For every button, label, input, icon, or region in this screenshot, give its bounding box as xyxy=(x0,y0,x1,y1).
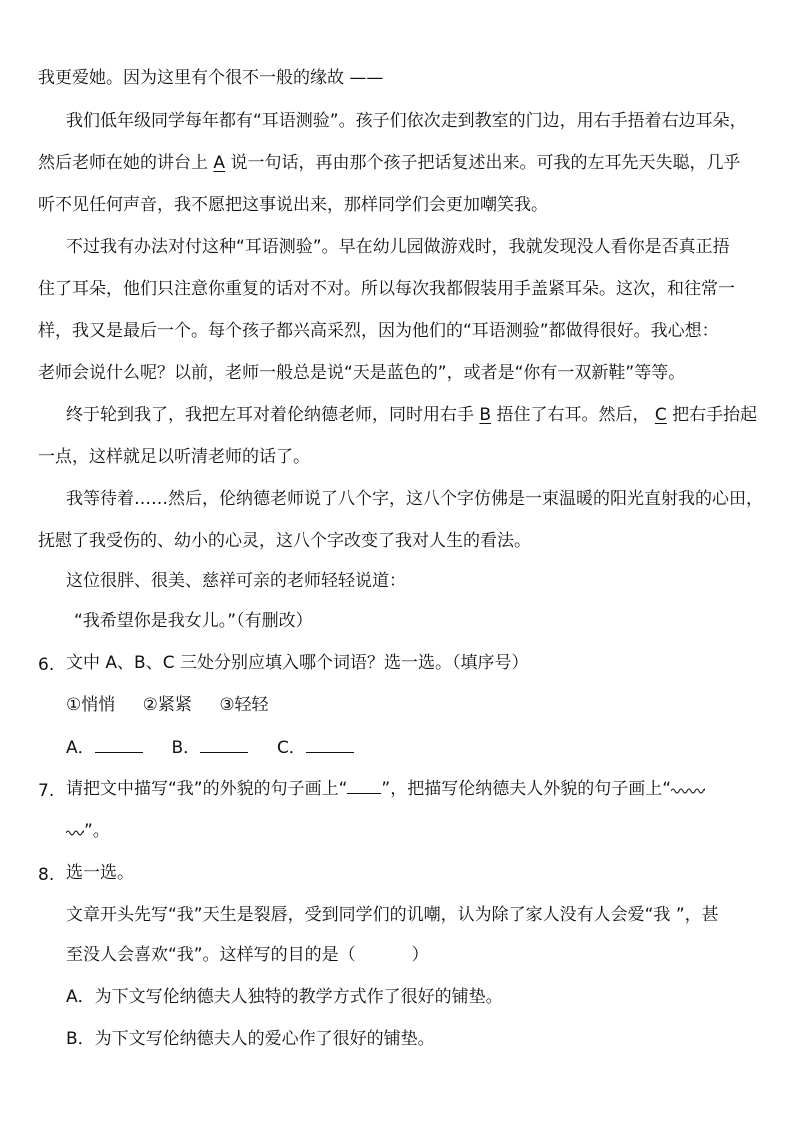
passage-line: 住了耳朵，他们只注意你重复的话对不对。所以每次我都假装用手盖紧耳朵。这次，和往常一 xyxy=(38,279,735,299)
question-stem-cont xyxy=(66,820,110,842)
passage-line: 不过我有办法对付这种“耳语测验”。早在幼儿园做游戏时，我就发现没人看你是否真正捂 xyxy=(66,237,730,257)
text-segment: 把右手抬起 xyxy=(672,405,758,425)
answer-label-c: C． xyxy=(276,738,306,758)
question-stem: 文章开头先写“我”天生是裂唇，受到同学们的讥嘲，认为除了家人没有人会爱“我 ”，甚 xyxy=(66,905,719,925)
answer-blank-b[interactable] xyxy=(200,736,248,753)
text-segment: 捂住了右耳。然后， xyxy=(496,405,650,425)
question-number: 6. xyxy=(38,655,55,675)
passage-line: 我等待着……然后，伦纳德老师说了八个字，这八个字仿佛是一束温暖的阳光直射我的心田， xyxy=(66,489,763,509)
option-list xyxy=(66,694,269,716)
wavy-underline-sample xyxy=(66,826,84,836)
passage-line: 我更爱她。因为这里有个很不一般的缘故 —— xyxy=(38,68,384,88)
text-segment: ”，把描写伦纳德夫人外貌的句子画上“ xyxy=(381,779,672,799)
answer-blank-c[interactable] xyxy=(306,736,354,753)
question-number: 7. xyxy=(38,781,55,801)
blank-b-marker: B xyxy=(479,405,492,425)
passage-line: 老师会说什么呢？以前，老师一般总是说“天是蓝色的”，或者是“你有一双新鞋”等等。 xyxy=(38,363,686,383)
text-segment: 说一句话，再由那个孩子把话复述出来。可我的左耳先天失聪，几乎 xyxy=(230,153,741,173)
option-1: ①悄悄 xyxy=(66,695,116,715)
text-segment: 然后老师在她的讲台上 xyxy=(38,153,208,173)
text-segment: ） xyxy=(411,945,429,965)
question-stem xyxy=(66,778,705,800)
text-segment: 请把文中描写“我”的外貌的句子画上“ xyxy=(66,779,348,799)
question-number: 8. xyxy=(38,865,55,885)
answer-label-a: A． xyxy=(66,738,95,758)
passage-line xyxy=(38,152,740,174)
passage-line: 听不见任何声音，我不愿把这事说出来，那样同学们会更加嘲笑我。 xyxy=(38,195,548,215)
question-title: 选一选。 xyxy=(66,863,134,883)
passage-line: 样，我又是最后一个。每个孩子都兴高采烈，因为他们的“耳语测验”都做得很好。我心想： xyxy=(38,321,719,341)
question-stem xyxy=(66,944,429,966)
passage-line: “我希望你是我女儿。”（有删改） xyxy=(74,611,313,631)
passage-line: 这位很胖、很美、慈祥可亲的老师轻轻说道： xyxy=(66,571,406,591)
blank-a-marker: A xyxy=(213,153,226,173)
text-segment: 终于轮到我了，我把左耳对着伦纳德老师，同时用右手 xyxy=(66,405,474,425)
passage-line xyxy=(66,404,757,426)
passage-line: 一点，这样就足以听清老师的话了。 xyxy=(38,447,310,467)
option-b: B．为下文写伦纳德夫人的爱心作了很好的铺垫。 xyxy=(66,1029,435,1049)
text-segment: ”。 xyxy=(84,821,110,841)
wavy-underline-sample xyxy=(671,784,705,794)
blank-c-marker: C xyxy=(654,405,667,425)
straight-underline-sample xyxy=(347,779,381,794)
option-3: ③轻轻 xyxy=(219,695,269,715)
option-2: ②紧紧 xyxy=(142,695,192,715)
answer-label-b: B． xyxy=(171,738,201,758)
passage-line: 我们低年级同学每年都有“耳语测验”。孩子们依次走到教室的门边，用右手捂着右边耳朵， xyxy=(66,111,747,131)
option-a: A．为下文写伦纳德夫人独特的教学方式作了很好的铺垫。 xyxy=(66,987,503,1007)
answer-row xyxy=(66,736,354,759)
text-segment: 至没人会喜欢“我”。这样写的目的是（ xyxy=(66,945,356,965)
question-stem: 文中 A、B、C 三处分别应填入哪个词语？选一选。（填序号） xyxy=(66,653,529,673)
answer-blank-a[interactable] xyxy=(95,736,143,753)
passage-line: 抚慰了我受伤的、幼小的心灵，这八个字改变了我对人生的看法。 xyxy=(38,531,531,551)
